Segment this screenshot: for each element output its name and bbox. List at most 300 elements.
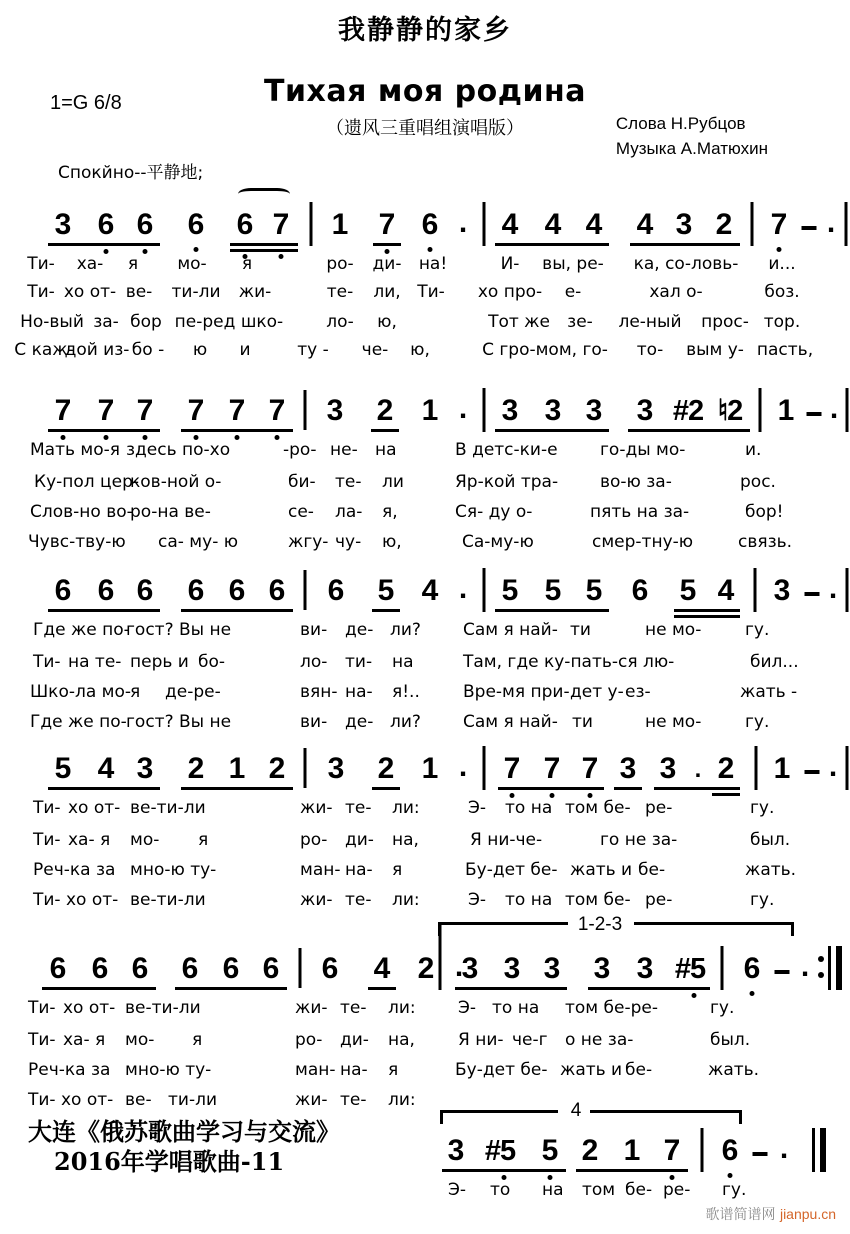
volta-label: 1-2-3 (577, 914, 623, 935)
beam (495, 429, 609, 432)
lyric-syllable: ти-ли (168, 1090, 217, 1110)
lyric-syllable: бо - (131, 340, 165, 360)
lyric-syllable: С гро-мом, го- (482, 340, 608, 360)
note: 6 (187, 208, 205, 241)
note: 3 (619, 752, 637, 785)
lyric-syllable: я (392, 860, 403, 880)
rest-dash (805, 592, 820, 596)
beam (175, 987, 287, 990)
lyric-syllable: не- (330, 440, 358, 460)
lyric-syllable: перь и (130, 652, 189, 672)
lyric-syllable: Я ни-че- (470, 830, 543, 850)
lyric-syllable: во-ю за- (600, 472, 672, 492)
lyric-syllable: том бе- (565, 890, 631, 910)
lyric-syllable: би- (288, 472, 316, 492)
note-row-4 (0, 740, 850, 796)
lyric-syllable: Реч-ка за (28, 1060, 111, 1080)
lyric-syllable: ро- (300, 830, 328, 850)
note: 3 (636, 394, 654, 427)
note: 7 (378, 208, 396, 241)
beam (495, 243, 609, 246)
octave-dot-low (750, 991, 755, 996)
music-system-2 (0, 382, 850, 552)
lyric-syllable: де-ре- (165, 682, 221, 702)
octave-dot-low (194, 247, 199, 252)
lyric-syllable: бил... (750, 652, 799, 672)
note-row-2 (0, 382, 850, 438)
lyric-row-5-1 (0, 1000, 850, 1026)
note: 2 (268, 752, 286, 785)
note: 1 (228, 752, 246, 785)
lyric-row-2-4 (0, 534, 850, 560)
lyric-syllable: на (542, 1180, 564, 1200)
note: 5 (541, 1134, 559, 1167)
lyric-syllable: я, (382, 502, 398, 522)
lyric-syllable: Там, где ку-пать-ся лю- (463, 652, 675, 672)
lyric-syllable: я (241, 254, 253, 274)
lyric-syllable: на, (392, 830, 419, 850)
lyric-syllable: жи- (238, 282, 272, 302)
lyric-syllable: ди- (345, 830, 374, 850)
note: 5 (54, 752, 72, 785)
lyric-syllable: че- (361, 340, 389, 360)
note: 6 (321, 952, 339, 985)
lyric-syllable: Реч-ка за (33, 860, 116, 880)
augmentation-dot: . (694, 756, 702, 783)
lyric-syllable: го-ды мо- (600, 440, 686, 460)
lyric-syllable: ве- (125, 1090, 152, 1110)
note: 4 (421, 574, 439, 607)
lyric-syllable: гу. (722, 1180, 747, 1200)
lyric-row-3-4 (0, 714, 850, 740)
barline (483, 568, 486, 612)
lyric-syllable: Вре-мя при- (463, 682, 570, 702)
lyric-syllable: Ти- (27, 254, 55, 274)
note: 4 (97, 752, 115, 785)
lyric-syllable: Сам я най- (463, 620, 558, 640)
slur (238, 188, 290, 200)
note: 6 (721, 1134, 739, 1167)
note: 3 (461, 952, 479, 985)
lyric-syllable: ю, (382, 532, 402, 552)
lyric-syllable: Я ни- (458, 1030, 504, 1050)
lyric-syllable: бе- (638, 860, 666, 880)
beam (674, 615, 740, 618)
barline (751, 202, 754, 246)
lyric-syllable: Мать мо-я (30, 440, 120, 460)
note: 6 (421, 208, 439, 241)
lyric-syllable: гост? Вы не (126, 620, 232, 640)
note: 2 (417, 952, 435, 985)
note: 2 (187, 752, 205, 785)
beam (368, 987, 396, 990)
lyric-syllable: здесь по-хо (126, 440, 231, 460)
note: 6 (268, 574, 286, 607)
lyric-syllable: мно-ю ту- (125, 1060, 212, 1080)
lyric-syllable: пасть, (756, 340, 814, 360)
lyric-syllable: мо- (130, 830, 160, 850)
note: 6 (54, 574, 72, 607)
beam (576, 1169, 688, 1172)
lyric-syllable: бор (130, 312, 162, 332)
lyric-syllable: Ти- хо от- (33, 890, 119, 910)
beam (498, 787, 604, 790)
rest-dash (802, 226, 817, 230)
source-credit (28, 1117, 340, 1178)
lyric-syllable: те- (340, 1090, 367, 1110)
lyric-syllable: ло- (326, 312, 354, 332)
beam (48, 787, 160, 790)
lyric-syllable: гост? Вы не (126, 712, 232, 732)
beam (654, 787, 740, 790)
note: 6 (97, 574, 115, 607)
lyric-syllable: Ти- (417, 282, 445, 302)
lyric-syllable: ре- (645, 890, 673, 910)
beam (614, 787, 642, 790)
lyric-syllable: ти- (345, 652, 373, 672)
barline (845, 202, 848, 246)
lyric-syllable: вян- (300, 682, 338, 702)
lyric-syllable: С каж- (14, 340, 74, 360)
lyric-syllable: пе-ред (174, 312, 236, 332)
barline (846, 388, 849, 432)
lyric-row-3-2 (0, 654, 850, 680)
note: 7 (770, 208, 788, 241)
barline (310, 202, 313, 246)
lyric-syllable: ве- (125, 282, 153, 302)
augmentation-dot: . (829, 392, 839, 425)
note: 1 (623, 1134, 641, 1167)
note: 4 (717, 574, 735, 607)
lyric-row-4-4 (0, 892, 850, 918)
lyric-row-4-3 (0, 862, 850, 888)
lyric-syllable: ха- я (63, 1030, 106, 1050)
lyric-syllable: гу. (750, 890, 775, 910)
lyric-syllable: связь. (738, 532, 793, 552)
lyric-syllable: се- (288, 502, 314, 522)
lyric-row-3-3 (0, 684, 850, 710)
lyric-syllable: ро-на ве- (130, 502, 211, 522)
lyric-row-1-3 (0, 314, 850, 340)
lyric-syllable: и. (745, 440, 762, 460)
lyric-syllable: ха- (76, 254, 104, 274)
beam (181, 787, 293, 790)
lyric-syllable: Ти- (28, 998, 56, 1018)
lyric-syllable: не мо- (645, 712, 702, 732)
lyric-syllable: ли: (392, 890, 420, 910)
rest-dash (807, 412, 822, 416)
russian-subtitle: （遗风三重唱组演唱版） (326, 118, 524, 139)
beam (628, 429, 750, 432)
lyric-syllable: ро- (295, 1030, 323, 1050)
lyric-syllable: хо от- (63, 998, 116, 1018)
note: 3 (54, 208, 72, 241)
note: 6 (131, 952, 149, 985)
lyric-syllable: не мо- (645, 620, 702, 640)
note: 1 (421, 752, 439, 785)
lyric-syllable: ли: (388, 998, 416, 1018)
lyric-syllable: ю (192, 340, 208, 360)
volta-label: 4 (570, 1100, 582, 1121)
augmentation-dot: . (826, 206, 836, 239)
lyric-syllable: то (490, 1180, 511, 1200)
lyric-syllable: жать. (745, 860, 797, 880)
lyric-syllable: за- (93, 312, 119, 332)
note: 3 (543, 952, 561, 985)
lyric-syllable: ли? (390, 712, 421, 732)
lyric-syllable: жи- (300, 890, 333, 910)
augmentation-dot: . (458, 206, 468, 239)
augmentation-dot: . (454, 950, 464, 983)
lyric-syllable: ман- (295, 1060, 336, 1080)
lyric-row-5-3 (0, 1062, 850, 1088)
note: 6 (187, 574, 205, 607)
note: 3 (544, 394, 562, 427)
lyric-syllable: ве-ти-ли (130, 798, 206, 818)
note: 6 (631, 574, 649, 607)
note-sharp: #5 (484, 1135, 516, 1167)
barline (701, 1128, 704, 1172)
note-row-5 (0, 940, 850, 996)
lyric-syllable: Э- (448, 1180, 467, 1200)
lyric-syllable: хо от- (68, 798, 121, 818)
augmentation-dot: . (800, 950, 810, 983)
lyric-syllable: жи- (300, 798, 333, 818)
rest-dash (753, 1152, 768, 1156)
lyric-syllable: том бе- (565, 798, 631, 818)
lyric-row-1-1 (0, 256, 850, 282)
lyric-syllable: на (392, 652, 414, 672)
lyric-syllable: -ро- (283, 440, 317, 460)
note: 6 (236, 208, 254, 241)
lyric-syllable: прос- (701, 312, 749, 332)
note: 3 (585, 394, 603, 427)
rest-dash (805, 770, 820, 774)
note-sharp: #2 (672, 395, 704, 427)
lyric-syllable: на! (418, 254, 448, 274)
lyric-syllable: Ку-пол цер- (34, 472, 140, 492)
lyric-syllable: ди- (372, 254, 402, 274)
note: 5 (501, 574, 519, 607)
note: 3 (659, 752, 677, 785)
lyric-syllable: Ти- (33, 652, 61, 672)
note: 7 (97, 394, 115, 427)
lyric-syllable: бор! (745, 502, 784, 522)
lyric-syllable: ю, (377, 312, 397, 332)
lyric-syllable: Сам я най- (463, 712, 558, 732)
lyric-syllable: ти-ли (171, 282, 221, 302)
note: 1 (331, 208, 349, 241)
lyric-syllable: ви- (300, 620, 328, 640)
lyric-syllable: Ти- хо от- (28, 1090, 114, 1110)
lyric-syllable: гу. (745, 620, 770, 640)
octave-dot-low (777, 247, 782, 252)
lyric-syllable: жать. (708, 1060, 760, 1080)
lyric-syllable: Бу-дет бе- (455, 1060, 548, 1080)
note: 7 (543, 752, 561, 785)
note: 6 (743, 952, 761, 985)
lyric-syllable: был. (710, 1030, 751, 1050)
lyric-syllable: В детс-ки-е (455, 440, 558, 460)
lyric-syllable: Но-вый (20, 312, 84, 332)
repeat-dot (818, 972, 824, 978)
source-credit-line2: 2016年学唱歌曲-11 (54, 1147, 285, 1177)
octave-dot-low (143, 249, 148, 254)
lyric-syllable: на (375, 440, 397, 460)
barline (759, 388, 762, 432)
note: 6 (222, 952, 240, 985)
beam (230, 249, 298, 252)
note: 3 (675, 208, 693, 241)
note: 3 (327, 752, 345, 785)
augmentation-dot: . (458, 392, 468, 425)
lyric-syllable: вы, ре- (542, 254, 604, 274)
lyric-syllable: на- (345, 682, 373, 702)
lyric-syllable: Где же по- (33, 620, 130, 640)
note: 3 (636, 952, 654, 985)
note: 7 (272, 208, 290, 241)
augmentation-dot: . (828, 572, 838, 605)
lyric-syllable: ман- (300, 860, 341, 880)
music-system-1 (0, 196, 850, 360)
lyric-syllable: Э- (468, 890, 487, 910)
lyric-syllable: жать и (570, 860, 633, 880)
lyric-syllable: ли, (373, 282, 401, 302)
lyric-syllable: том бе-ре- (565, 998, 658, 1018)
lyric-syllable: хо про- (477, 282, 543, 302)
note: 3 (773, 574, 791, 607)
lyric-syllable: Са-му-ю (462, 532, 534, 552)
augmentation-dot: . (458, 750, 468, 783)
note: 3 (326, 394, 344, 427)
lyric-syllable: Э- (468, 798, 487, 818)
chinese-title: 我静静的家乡 (338, 15, 512, 46)
note: 7 (228, 394, 246, 427)
note: 6 (228, 574, 246, 607)
lyric-syllable: на те- (68, 652, 122, 672)
beam (372, 787, 400, 790)
lyric-syllable: том (582, 1180, 616, 1200)
note: 2 (581, 1134, 599, 1167)
beam (371, 429, 399, 432)
augmentation-dot: . (828, 750, 838, 783)
lyric-syllable: ли (382, 472, 404, 492)
lyric-syllable: ре- (663, 1180, 691, 1200)
lyric-syllable: те- (345, 798, 372, 818)
note: 7 (268, 394, 286, 427)
lyric-syllable: жи- (295, 998, 328, 1018)
lyric-syllable: Где же по- (30, 712, 127, 732)
note: 7 (54, 394, 72, 427)
note-sharp: #5 (674, 953, 706, 985)
volta-bracket-right (791, 922, 794, 936)
note: 2 (715, 208, 733, 241)
octave-dot-low (235, 435, 240, 440)
lyric-syllable: бо- (198, 652, 226, 672)
note: 6 (136, 574, 154, 607)
lyric-syllable: де- (345, 620, 374, 640)
beam (372, 609, 400, 612)
lyric-syllable: ди- (340, 1030, 369, 1050)
lyric-syllable: ли: (388, 1090, 416, 1110)
repeat-thin-barline (828, 946, 831, 990)
lyric-syllable: то- (636, 340, 664, 360)
barline (754, 568, 757, 612)
lyric-syllable: тор. (763, 312, 801, 332)
lyric-syllable: жгу- (288, 532, 329, 552)
augmentation-dot: . (779, 1132, 789, 1165)
note: 4 (585, 208, 603, 241)
note: 3 (447, 1134, 465, 1167)
lyric-syllable: ка, со-ловь- (633, 254, 739, 274)
lyric-syllable: дой из- (64, 340, 130, 360)
note: 3 (501, 394, 519, 427)
lyric-syllable: то на (505, 890, 553, 910)
lyric-syllable: то на (505, 798, 553, 818)
beam (48, 609, 160, 612)
barline (755, 746, 758, 790)
lyric-syllable: Слов-но во- (30, 502, 133, 522)
note-row-3 (0, 562, 850, 618)
lyric-row-5-2 (0, 1032, 850, 1058)
note: 7 (503, 752, 521, 785)
lyric-syllable: я (192, 1030, 203, 1050)
note: 6 (262, 952, 280, 985)
note-natural: ♮2 (717, 395, 743, 427)
note: 5 (377, 574, 395, 607)
lyric-row-3-1 (0, 622, 850, 648)
lyric-syllable: рос. (740, 472, 776, 492)
beam (630, 243, 740, 246)
music-system-3 (0, 562, 850, 732)
octave-dot-low (428, 247, 433, 252)
note: 2 (376, 394, 394, 427)
lyric-syllable: те- (335, 472, 362, 492)
lyric-syllable: то на (492, 998, 540, 1018)
lyric-syllable: я!.. (392, 682, 420, 702)
lyric-syllable: шко- (240, 312, 284, 332)
lyric-syllable: смер-тну-ю (592, 532, 694, 552)
tempo-marking: Спокйно--平静地; (58, 163, 204, 183)
note: 4 (636, 208, 654, 241)
note: 6 (91, 952, 109, 985)
note: 6 (181, 952, 199, 985)
beam (181, 609, 293, 612)
lyric-syllable: Ти- (27, 282, 55, 302)
lyric-syllable: Э- (458, 998, 477, 1018)
lyric-syllable: Ся- ду о- (455, 502, 533, 522)
lyric-row-1-2 (0, 284, 850, 310)
lyric-syllable: мо- (125, 1030, 155, 1050)
note: 6 (49, 952, 67, 985)
credits (616, 112, 768, 161)
note: 5 (544, 574, 562, 607)
lyric-syllable: са- му- ю (158, 532, 239, 552)
lyric-syllable: ти (570, 620, 591, 640)
lyric-syllable: и (239, 340, 251, 360)
lyric-syllable: ез- (625, 682, 651, 702)
lyric-syllable: зе- (567, 312, 593, 332)
lyric-syllable: гу. (750, 798, 775, 818)
lyric-syllable: ве-ти-ли (130, 890, 206, 910)
note: 7 (581, 752, 599, 785)
note: 5 (585, 574, 603, 607)
lyric-syllable: на, (388, 1030, 415, 1050)
beam (42, 987, 156, 990)
lyric-syllable: ков-ной о- (130, 472, 222, 492)
volta-bracket-top (440, 1110, 558, 1113)
lyric-syllable: те- (340, 998, 367, 1018)
